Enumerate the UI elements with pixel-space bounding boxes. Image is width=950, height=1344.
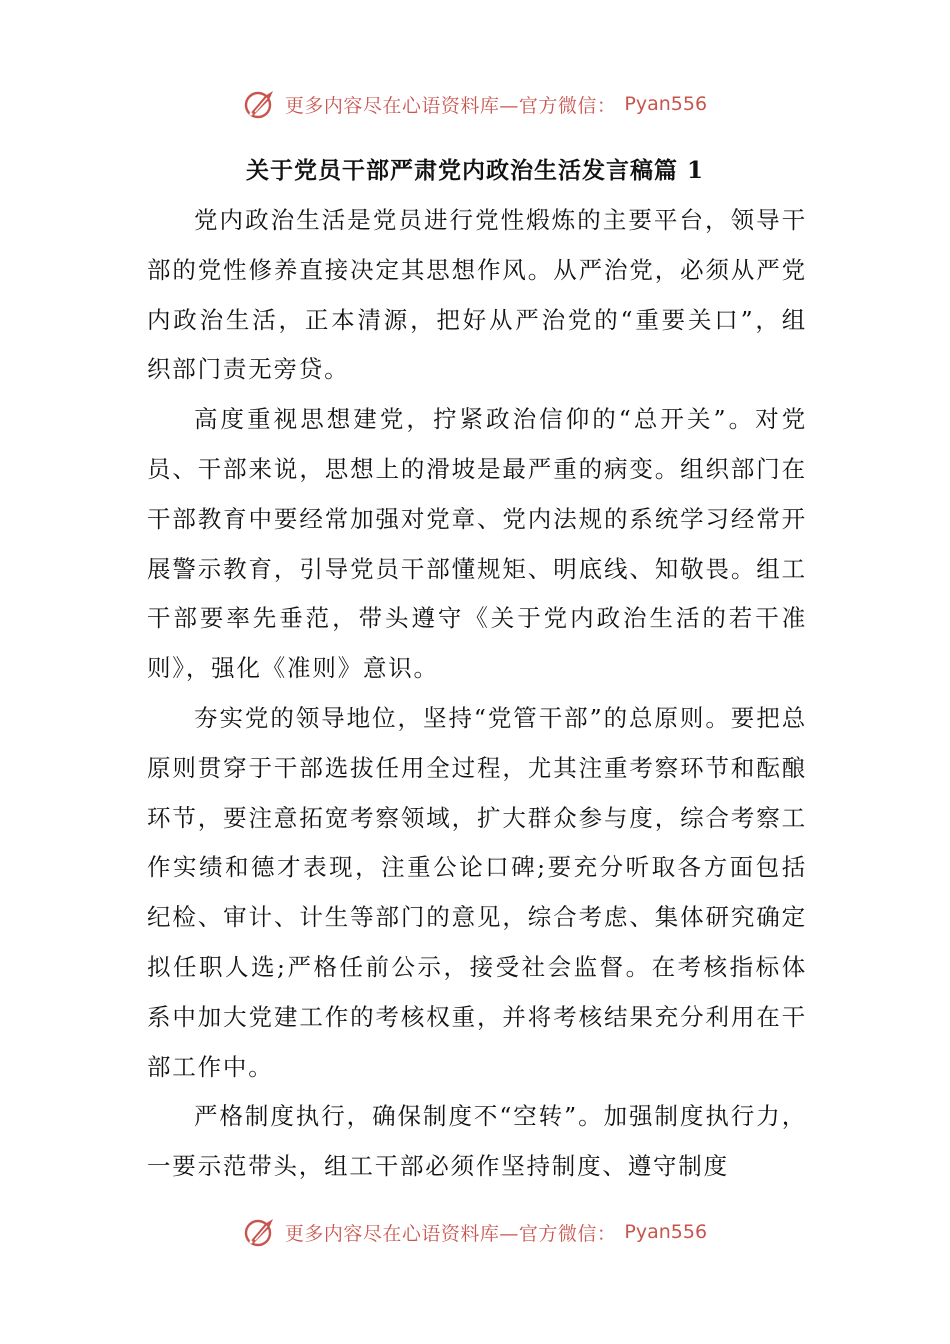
paragraph: 严格制度执行，确保制度不“空转”。加强制度执行力，一要示范带头，组工干部必须作坚持制度、遵守制度 (147, 1102, 807, 1181)
paragraph: 高度重视思想建党，拧紧政治信仰的“总开关”。对党员、干部来说，思想上的滑坡是最严重的病变。组织部门在干部教育中要经常加强对党章、党内法规的系统学习经常开展警示教育，引导党员干部懂规矩、明底线、知敬畏。组工干部要率先垂范，带头遵守《关于党内政治生活的若干准则》，强化《准则》意识。 (147, 405, 807, 683)
watermark-text: 更多内容尽在心语资料库—官方微信： (284, 94, 617, 117)
watermark-wechat-id: Pyan556 (624, 1221, 708, 1243)
watermark-wechat-id: Pyan556 (624, 93, 708, 115)
quill-pen-logo-icon (243, 87, 277, 121)
header-watermark (0, 84, 950, 124)
paragraph: 党内政治生活是党员进行党性煅炼的主要平台，领导干部的党性修养直接决定其思想作风。从严治党，必须从严党内政治生活，正本清源，把好从严治党的“重要关口”，组织部门责无旁贷。 (147, 206, 807, 384)
document-body (147, 196, 807, 1192)
document-title: 关于党员干部严肃党内政治生活发言稿篇 1 (245, 157, 704, 184)
paragraph: 夯实党的领导地位，坚持“党管干部”的总原则。要把总原则贯穿于干部选拔任用全过程，尤其注重考察环节和酝酿环节，要注意拓宽考察领域，扩大群众参与度，综合考察工作实绩和德才表现，注重公论口碑;要充分听取各方面包括纪检、审计、计生等部门的意见，综合考虑、集体研究确定拟任职人选;严格任前公示，接受社会监督。在考核指标体系中加大党建工作的考核权重，并将考核结果充分利用在干部工作中。 (147, 703, 807, 1081)
quill-pen-logo-icon (243, 1215, 277, 1249)
watermark-text: 更多内容尽在心语资料库—官方微信： (284, 1222, 617, 1245)
footer-watermark (0, 1212, 950, 1252)
